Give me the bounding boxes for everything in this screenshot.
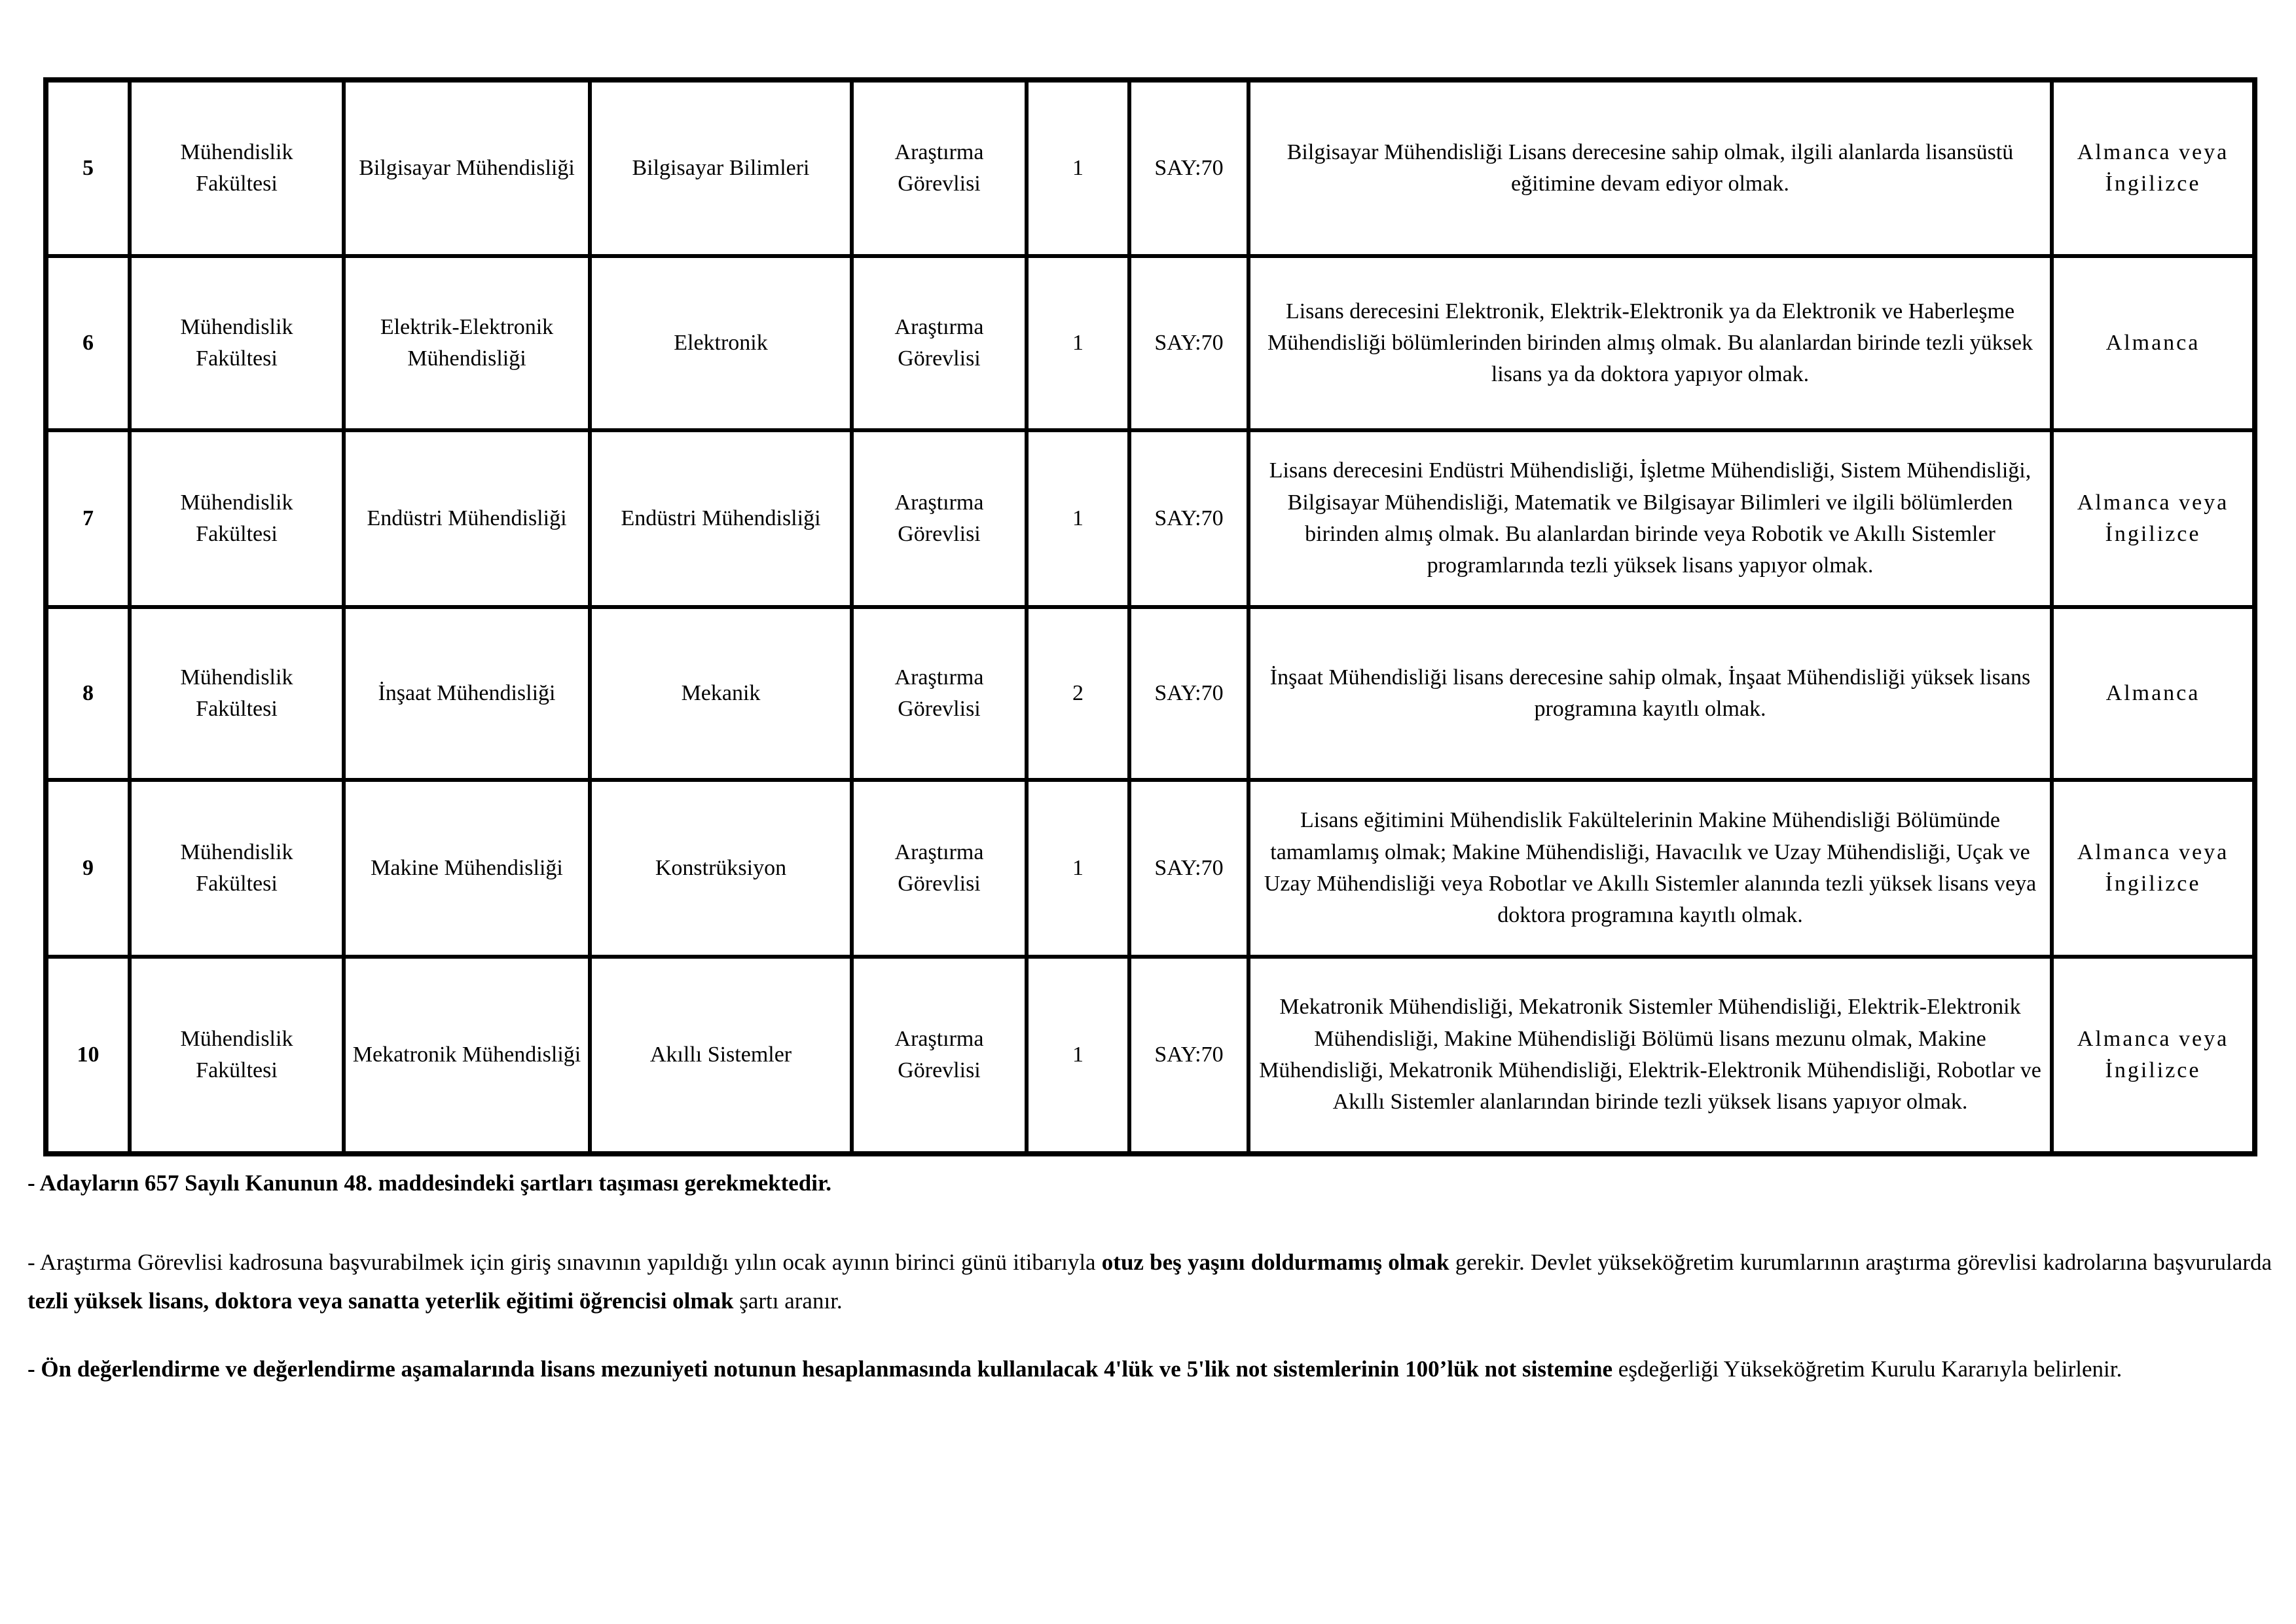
cell-score: SAY:70 [1129, 607, 1248, 780]
cell-requirement: İnşaat Mühendisliği lisans derecesine sahip olmak, İnşaat Mühendisliği yüksek lisans programına kayıtlı olmak. [1248, 607, 2052, 780]
table-row [46, 80, 2255, 256]
table-row [46, 957, 2255, 1154]
cell-position: Araştırma Görevlisi [852, 80, 1027, 256]
cell-field: Mekanik [590, 607, 852, 780]
cell-faculty: Mühendislik Fakültesi [130, 430, 344, 607]
cell-department: Endüstri Mühendisliği [344, 430, 590, 607]
cell-count: 1 [1027, 957, 1129, 1154]
cell-department: Makine Mühendisliği [344, 780, 590, 957]
cell-score: SAY:70 [1129, 256, 1248, 430]
cell-score: SAY:70 [1129, 80, 1248, 256]
cell-field: Konstrüksiyon [590, 780, 852, 957]
cell-department: İnşaat Mühendisliği [344, 607, 590, 780]
cell-row-number: 6 [46, 256, 130, 430]
cell-faculty: Mühendislik Fakültesi [130, 80, 344, 256]
cell-row-number: 7 [46, 430, 130, 607]
cell-language: Almanca [2052, 256, 2255, 430]
cell-language: Almanca veya İngilizce [2052, 780, 2255, 957]
cell-requirement: Bilgisayar Mühendisliği Lisans derecesine sahip olmak, ilgili alanlarda lisansüstü eğitimine devam ediyor olmak. [1248, 80, 2052, 256]
cell-faculty: Mühendislik Fakültesi [130, 780, 344, 957]
cell-department: Mekatronik Mühendisliği [344, 957, 590, 1154]
cell-language: Almanca veya İngilizce [2052, 957, 2255, 1154]
cell-score: SAY:70 [1129, 430, 1248, 607]
cell-position: Araştırma Görevlisi [852, 430, 1027, 607]
note-segment-bold: tezli yüksek lisans, doktora veya sanatta yeterlik eğitimi öğrencisi olmak [27, 1287, 734, 1314]
note-segment-bold: otuz beş yaşını doldurmamış olmak [1101, 1249, 1449, 1275]
cell-position: Araştırma Görevlisi [852, 780, 1027, 957]
note-segment-bold: - Ön değerlendirme ve değerlendirme aşamalarında lisans mezuniyeti notunun hesaplanmasında kullanılacak 4'lük ve 5'lik not sistemlerinin 100’lük not sistemine [27, 1356, 1613, 1382]
cell-count: 1 [1027, 256, 1129, 430]
cell-requirement: Lisans eğitimini Mühendislik Fakültelerinin Makine Mühendisliği Bölümünde tamamlamış olmak; Makine Mühendisliği, Havacılık ve Uzay Mühendisliği, Uçak ve Uzay Mühendisliği veya Robotlar ve Akıllı Sistemler alanında tezli yüksek lisans veya doktora programına kayıtlı olmak. [1248, 780, 2052, 957]
cell-field: Endüstri Mühendisliği [590, 430, 852, 607]
cell-count: 2 [1027, 607, 1129, 780]
footnotes [27, 1164, 2272, 1389]
note-segment: eşdeğerliği Yükseköğretim Kurulu Kararıyla belirlenir. [1613, 1356, 2123, 1382]
note-arastirma-gorevlisi-sartlari [27, 1244, 2272, 1321]
note-segment: şartı aranır. [733, 1287, 843, 1314]
cell-score: SAY:70 [1129, 780, 1248, 957]
cell-requirement: Lisans derecesini Elektronik, Elektrik-Elektronik ya da Elektronik ve Haberleşme Mühendisliği bölümlerinden birinden almış olmak. Bu alanlardan birinde tezli yüksek lisans ya da doktora yapıyor olmak. [1248, 256, 2052, 430]
cell-department: Elektrik-Elektronik Mühendisliği [344, 256, 590, 430]
cell-faculty: Mühendislik Fakültesi [130, 256, 344, 430]
cell-position: Araştırma Görevlisi [852, 256, 1027, 430]
cell-row-number: 10 [46, 957, 130, 1154]
cell-row-number: 8 [46, 607, 130, 780]
cell-faculty: Mühendislik Fakültesi [130, 957, 344, 1154]
table-row [46, 256, 2255, 430]
table-row [46, 607, 2255, 780]
cell-requirement: Mekatronik Mühendisliği, Mekatronik Sistemler Mühendisliği, Elektrik-Elektronik Mühendisliği, Makine Mühendisliği Bölümü lisans mezunu olmak, Makine Mühendisliği, Mekatronik Mühendisliği, Elektrik-Elektronik Mühendisliği, Robotlar ve Akıllı Sistemler alanlarından birinde tezli yüksek lisans yapıyor olmak. [1248, 957, 2052, 1154]
table-row [46, 430, 2255, 607]
note-not-sistemi-esdegerligi [27, 1350, 2272, 1389]
job-postings-table [43, 77, 2257, 1156]
note-segment: gerekir. Devlet yükseköğretim kurumlarının araştırma görevlisi kadrolarına başvurularda [1449, 1249, 2272, 1275]
cell-field: Elektronik [590, 256, 852, 430]
cell-department: Bilgisayar Mühendisliği [344, 80, 590, 256]
table-row [46, 780, 2255, 957]
cell-row-number: 9 [46, 780, 130, 957]
cell-position: Araştırma Görevlisi [852, 607, 1027, 780]
cell-count: 1 [1027, 780, 1129, 957]
cell-language: Almanca veya İngilizce [2052, 430, 2255, 607]
cell-count: 1 [1027, 80, 1129, 256]
cell-field: Bilgisayar Bilimleri [590, 80, 852, 256]
cell-language: Almanca veya İngilizce [2052, 80, 2255, 256]
cell-position: Araştırma Görevlisi [852, 957, 1027, 1154]
cell-faculty: Mühendislik Fakültesi [130, 607, 344, 780]
cell-language: Almanca [2052, 607, 2255, 780]
note-segment: - Araştırma Görevlisi kadrosuna başvurabilmek için giriş sınavının yapıldığı yılın ocak ayının birinci günü itibarıyla [27, 1249, 1102, 1275]
cell-field: Akıllı Sistemler [590, 957, 852, 1154]
cell-requirement: Lisans derecesini Endüstri Mühendisliği, İşletme Mühendisliği, Sistem Mühendisliği, Bilgisayar Mühendisliği, Matematik ve Bilgisayar Bilimleri ve ilgili bölümlerden birinden almış olmak. Bu alanlardan birinde veya Robotik ve Akıllı Sistemler programlarında tezli yüksek lisans yapıyor olmak. [1248, 430, 2052, 607]
note-657-kanun: - Adayların 657 Sayılı Kanunun 48. maddesindeki şartları taşıması gerekmektedir. [27, 1170, 832, 1196]
cell-count: 1 [1027, 430, 1129, 607]
cell-score: SAY:70 [1129, 957, 1248, 1154]
cell-row-number: 5 [46, 80, 130, 256]
